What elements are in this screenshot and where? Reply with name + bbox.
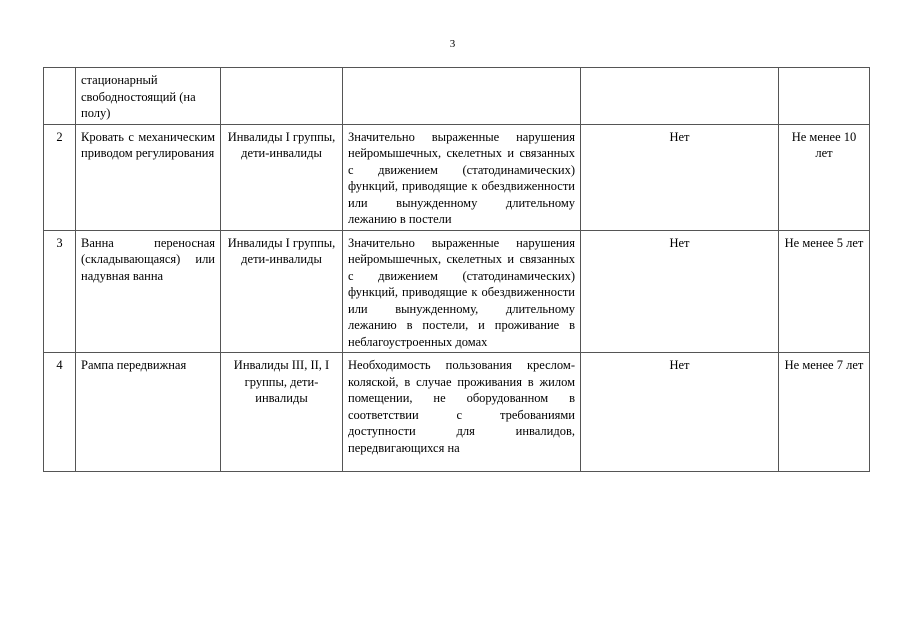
contraindications-cell: Нет xyxy=(581,124,779,230)
contraindications-cell xyxy=(581,68,779,125)
page-number: 3 xyxy=(449,38,456,50)
contraindications-cell: Нет xyxy=(581,353,779,472)
contraindications-cell: Нет xyxy=(581,230,779,353)
recipients-cell: Инвалиды I группы, дети-инвалиды xyxy=(221,230,343,353)
requirements-table xyxy=(43,67,870,472)
table-row xyxy=(44,353,870,472)
row-number-cell xyxy=(44,68,76,125)
indications-cell xyxy=(343,68,581,125)
term-cell: Не менее 7 лет xyxy=(779,353,870,472)
recipients-cell: Инвалиды III, II, I группы, дети-инвалиды xyxy=(221,353,343,472)
row-number-cell: 3 xyxy=(44,230,76,353)
recipients-cell: Инвалиды I группы, дети-инвалиды xyxy=(221,124,343,230)
table-row xyxy=(44,124,870,230)
item-name-cell xyxy=(76,68,221,125)
row-number-cell: 2 xyxy=(44,124,76,230)
term-cell: Не менее 5 лет xyxy=(779,230,870,353)
term-cell xyxy=(779,68,870,125)
recipients-cell xyxy=(221,68,343,125)
table-row xyxy=(44,68,870,125)
indications-cell: Значительно выраженные нарушения нейромышечных, скелетных и связанных с движением (статодинамических) функций, приводящие к обездвиженности или вынужденному длительному лежанию в постели xyxy=(343,124,581,230)
term-cell: Не менее 10 лет xyxy=(779,124,870,230)
table-row xyxy=(44,230,870,353)
row-number-cell: 4 xyxy=(44,353,76,472)
item-name-cell: Кровать с механическим приводом регулирования xyxy=(76,124,221,230)
indications-cell: Необходимость пользования креслом-коляской, в случае проживания в жилом помещении, не оборудованном в соответствии с требованиями доступности для инвалидов, передвигающихся на xyxy=(343,353,581,472)
indications-cell: Значительно выраженные нарушения нейромышечных, скелетных и связанных с движением (статодинамических) функций, приводящие к обездвиженности или вынужденному, длительному лежанию в постели, и проживание в неблагоустроенных домах xyxy=(343,230,581,353)
item-name-cell: Рампа передвижная xyxy=(76,353,221,472)
item-name-cell: Ванна переносная (складывающаяся) или надувная ванна xyxy=(76,230,221,353)
item-name: стационарный свободностоящий (на полу) xyxy=(81,73,196,120)
